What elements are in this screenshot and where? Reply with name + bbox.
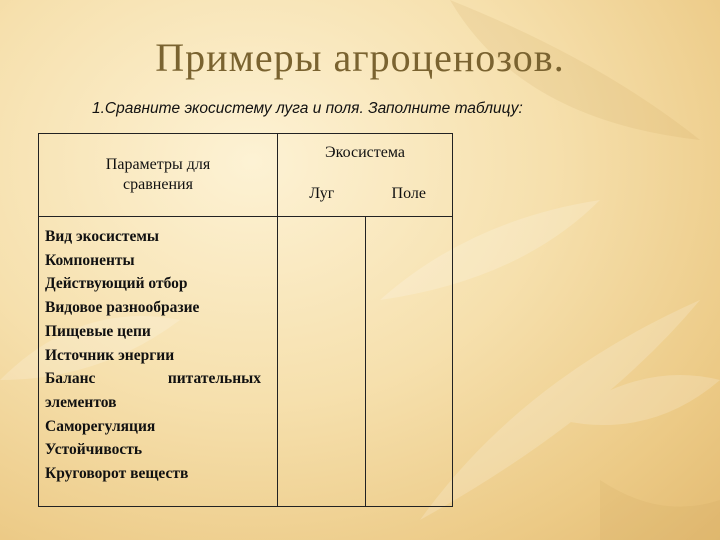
list-item: Видовое разнообразие	[45, 299, 200, 317]
params-header-cell	[39, 134, 278, 217]
page-title: Примеры агроценозов.	[155, 35, 565, 80]
ecosystem-header-cell	[278, 134, 453, 173]
task-instruction: 1.Сравните экосистему луга и поля. Заполните таблицу:	[92, 100, 523, 117]
list-item: Устойчивость	[45, 441, 143, 459]
meadow-header-cell	[278, 172, 366, 217]
ecosystem-header-label: Экосистема	[325, 144, 405, 161]
list-item: Вид экосистемы	[45, 228, 160, 245]
field-header-cell	[366, 172, 453, 217]
list-item: Действующий отбор	[45, 275, 188, 293]
list-item-part: Баланс	[45, 370, 96, 388]
meadow-answer-cell[interactable]	[278, 217, 366, 507]
list-item: Компоненты	[45, 251, 135, 269]
list-item: Пищевые цепи	[45, 322, 151, 340]
params-list	[39, 217, 277, 486]
list-item: Саморегуляция	[45, 417, 156, 435]
list-item: Круговорот веществ	[45, 465, 189, 483]
list-item	[45, 367, 261, 391]
comparison-table	[38, 133, 453, 507]
field-header-label: Поле	[391, 185, 426, 202]
params-header-label: Параметры для сравнения	[105, 156, 211, 193]
meadow-header-label: Луг	[309, 185, 335, 202]
list-item: элементов	[45, 393, 117, 411]
params-list-cell	[39, 217, 278, 507]
list-item-part: питательных	[167, 370, 261, 388]
list-item: Источник энергии	[45, 346, 175, 364]
field-answer-cell[interactable]	[366, 217, 453, 507]
